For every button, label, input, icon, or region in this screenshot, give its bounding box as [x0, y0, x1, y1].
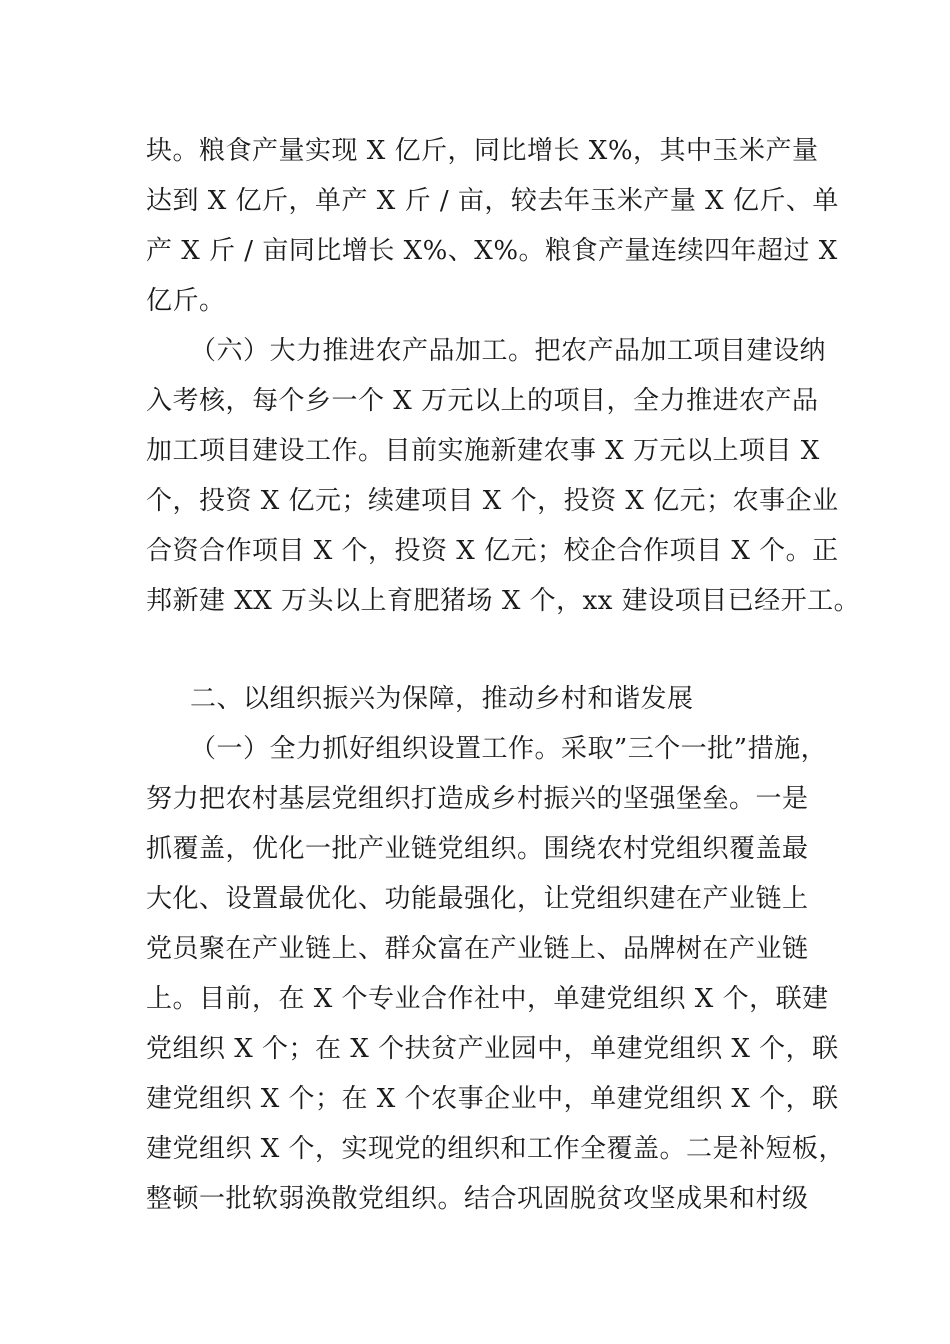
text-line: 努力把农村基层党组织打造成乡村振兴的坚强堡垒。一是	[146, 784, 809, 814]
text-line: 党员聚在产业链上、群众富在产业链上、品牌树在产业链	[146, 934, 809, 964]
text-line: 整顿一批软弱涣散党组织。结合巩固脱贫攻坚成果和村级	[146, 1184, 809, 1214]
text-line: 邦新建 XX 万头以上育肥猪场 X 个，xx 建设项目已经开工。	[146, 586, 861, 616]
text-line: 上。目前，在 X 个专业合作社中，单建党组织 X 个，联建	[146, 984, 829, 1014]
text-line: （六）大力推进农产品加工。把农产品加工项目建设纳	[190, 336, 827, 366]
text-line: 加工项目建设工作。目前实施新建农事 X 万元以上项目 X	[146, 436, 820, 466]
text-line: 亿斤。	[146, 286, 226, 316]
text-line: 块。粮食产量实现 X 亿斤，同比增长 X%，其中玉米产量	[146, 136, 819, 166]
text-line: 大化、设置最优化、功能最强化，让党组织建在产业链上	[146, 884, 809, 914]
text-line: 产 X 斤 / 亩同比增长 X%、X%。粮食产量连续四年超过 X	[146, 236, 838, 266]
text-line: 个，投资 X 亿元；续建项目 X 个，投资 X 亿元；农事企业	[146, 486, 839, 516]
text-line: 建党组织 X 个；在 X 个农事企业中，单建党组织 X 个，联	[146, 1084, 839, 1114]
text-line: 建党组织 X 个，实现党的组织和工作全覆盖。二是补短板，	[146, 1134, 846, 1164]
text-line: （一）全力抓好组织设置工作。采取”三个一批”措施，	[190, 734, 828, 764]
text-line: 抓覆盖，优化一批产业链党组织。围绕农村党组织覆盖最	[146, 834, 809, 864]
text-line: 入考核，每个乡一个 X 万元以上的项目，全力推进农产品	[146, 386, 819, 416]
section-heading: 二、以组织振兴为保障，推动乡村和谐发展	[190, 684, 694, 714]
text-line: 合资合作项目 X 个，投资 X 亿元；校企合作项目 X 个。正	[146, 536, 839, 566]
text-line: 达到 X 亿斤，单产 X 斤 / 亩，较去年玉米产量 X 亿斤、单	[146, 186, 839, 216]
text-line: 党组织 X 个；在 X 个扶贫产业园中，单建党组织 X 个，联	[146, 1034, 839, 1064]
